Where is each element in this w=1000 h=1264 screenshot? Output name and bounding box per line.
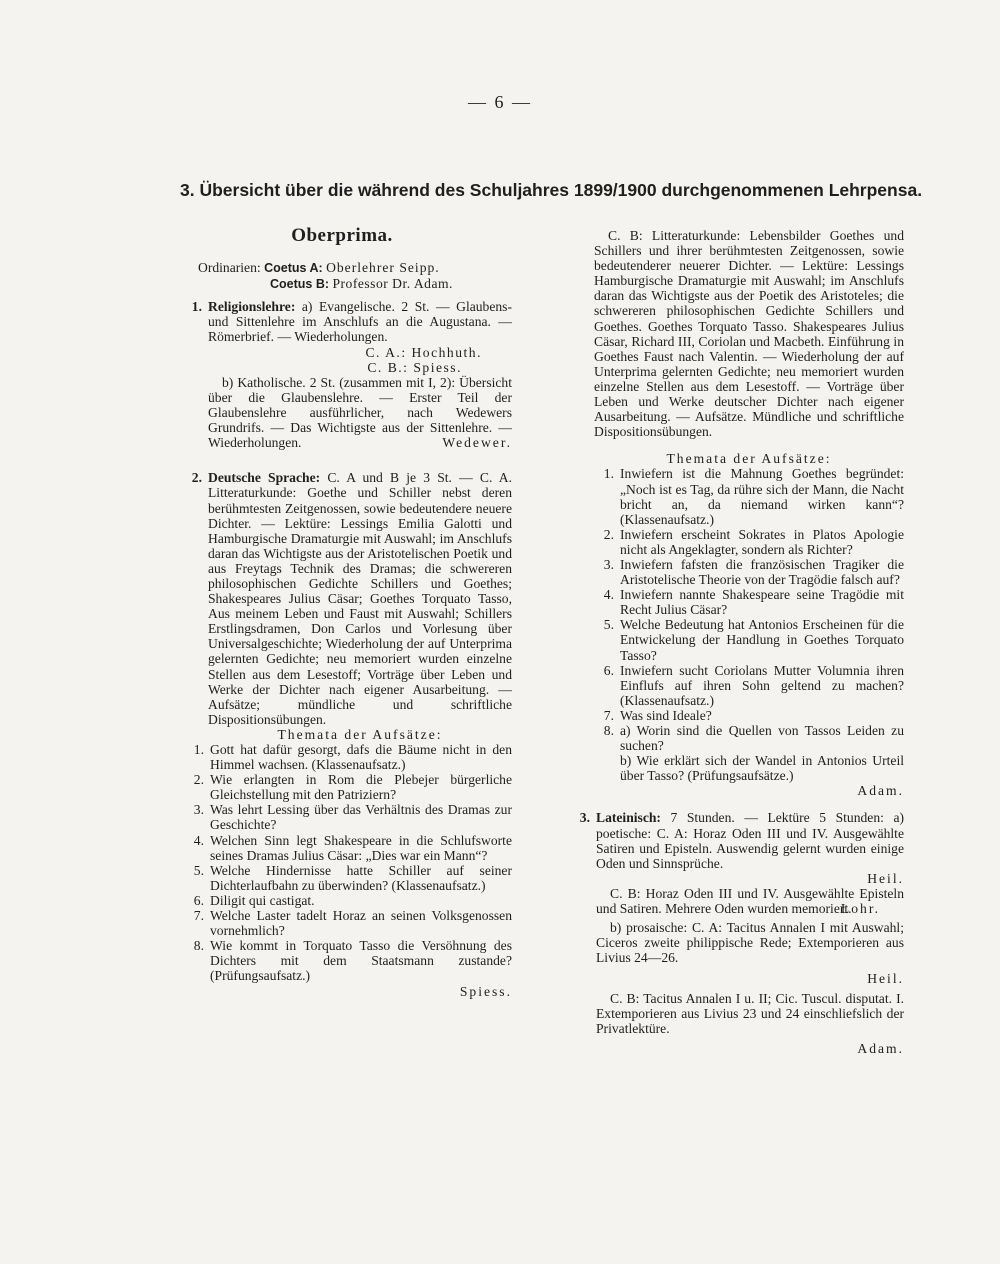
theme-item [174, 833, 512, 863]
latein-body: 7 Stunden. — Lektüre 5 Stunden: a) poetische: C. A: Horaz Oden III und IV. Ausgewählte Satiren und Episteln. Auswendig gelernt wurden einige Oden und Sinnsprüche. [596, 810, 905, 871]
theme-item [584, 723, 904, 753]
deutsch-section [172, 470, 512, 742]
theme-text: Was lehrt Lessing über das Verhältnis des Dramas zur Geschichte? [210, 802, 512, 833]
theme-number: 1. [603, 466, 614, 482]
theme-item [174, 742, 512, 772]
theme-item [174, 893, 512, 908]
latein-heading: Lateinisch: [596, 810, 661, 826]
latein-signature-3: Heil. [867, 970, 904, 986]
latein-cb2-text: C. B: Tacitus Annalen I u. II; Cic. Tuscul. disputat. I. Extemporieren aus Livius 23 und 24 einschliefslich der Privatlektüre. [596, 990, 904, 1036]
themata-heading-right: Themata der Aufsätze: [666, 451, 832, 467]
theme-text: a) Worin sind die Quellen von Tassos Leiden zu suchen? [620, 723, 904, 754]
theme-number: 5. [193, 862, 204, 878]
theme-item [174, 908, 512, 938]
section-title: 3. Übersicht über die während des Schuljahres 1899/1900 durchgenommenen Lehrpensa. [180, 180, 923, 200]
theme-text: Inwiefern fafsten die französischen Tragiker die Aristotelische Theorie von der Tragödie falsch auf? [620, 556, 904, 588]
latein-cb-text: C. B: Horaz Oden III und IV. Ausgewählte Episteln und Satiren. Mehrere Oden wurden memoriert. [596, 885, 904, 917]
theme-number: 8. [193, 938, 204, 954]
themes-list-right [584, 466, 904, 798]
theme-text: Inwiefern nannte Shakespeare seine Tragödie mit Recht Julius Cäsar? [620, 587, 904, 618]
page-number: — 6 — [468, 92, 532, 112]
coetus-a-text: Oberlehrer Seipp. [326, 260, 440, 276]
religion-a-text [208, 299, 512, 344]
theme-item [584, 587, 904, 617]
religion-ca-signature: C. A.: Hochhuth. [365, 344, 482, 360]
ordinarien-line-a [198, 260, 512, 276]
theme-item [174, 938, 512, 983]
theme-number: 6. [193, 892, 204, 908]
theme-item [174, 802, 512, 832]
themes-left-signature: Spiess. [459, 983, 512, 999]
theme-item-8b [584, 753, 904, 783]
theme-text: Welche Bedeutung hat Antonios Erscheinen für die Entwickelung der Handlung in Goethes Torquato Tasso? [620, 617, 904, 663]
theme-text: Welchen Sinn legt Shakespeare in die Schlufsworte seines Dramas Julius Cäsar: „Dies war ein Mann“? [210, 832, 512, 863]
theme-text: Diligit qui castigat. [210, 892, 315, 908]
latein-section [560, 810, 904, 1056]
theme-number: 1. [193, 742, 204, 757]
latein-signature-4: Adam. [857, 1040, 904, 1056]
latein-signature-1: Heil. [867, 870, 904, 886]
theme-number: 5. [603, 617, 614, 633]
theme-item [584, 557, 904, 587]
theme-text: Welche Laster tadelt Horaz an seinen Volksgenossen vornehmlich? [210, 908, 512, 939]
theme-text: Inwiefern erscheint Sokrates in Platos Apologie nicht als Angeklagter, sondern als Richter? [620, 526, 904, 557]
theme-item [584, 527, 904, 557]
right-column [579, 228, 905, 1056]
religion-a-body: a) Evangelische. 2 St. — Glaubens- und Sittenlehre im Anschlufs an die Augustana. — Römerbrief. — Wiederholungen. [208, 299, 512, 345]
theme-number: 4. [193, 832, 204, 848]
left-column [172, 225, 513, 999]
themes-list-left [174, 742, 512, 999]
latein-number: 3. [579, 810, 590, 826]
theme-item [174, 772, 512, 802]
theme-item [584, 663, 904, 708]
deutsch-body: C. A und B je 3 St. — C. A. Litteraturkunde: Goethe und Schiller nebst deren berühmtesten Zeitgenossen, sowie bedeutendere neuere Dichter. — Lektüre: Lessings Emilia Galotti und Hamburgische Dramaturgie mit Auswahl; im Anschlufs daran das Wichtigste aus der Aristotelischen Poetik und aus Freytags Technik des Dramas; die schwereren philosophischen Gedichte Schillers und Goethes; Shakespeares Julius Cäsar; Goethes Torquato Tasso, Aus meinem Leben und Faust mit Auswahl; Schillers Erstlingsdramen, Don Carlos und Vorlesung über Universalgeschichte; Wiederholung der auf Unterprima gelernten Gedichte; neu memoriert wurden einzelne Stellen aus dem Lesestoff; Vorträge über Leben und Werke der Dichter nach eigener Ausarbeitung. — Aufsätze; mündliche und schriftliche Dispositionsübungen. [208, 470, 513, 727]
coetus-a-label: Coetus A: [264, 261, 323, 276]
deutsch-heading: Deutsche Sprache: [208, 470, 321, 486]
theme-number: 3. [603, 556, 614, 572]
theme-number: 6. [603, 662, 614, 678]
religion-b-text: b) Katholische. 2 St. (zusammen mit I, 2): Übersicht über die Glaubenslehre. — Erster Teil der Glaubenslehre ausführlicher, nach Wedewers Grundrifs. — Das Wichtigste aus der Sittenlehre. — Wiederholungen. [208, 374, 512, 451]
deutsch-text [208, 470, 512, 727]
religion-b-signature: Wedewer. [442, 435, 512, 451]
coetus-b-text: Professor Dr. Adam. [332, 276, 453, 292]
theme-text: Gott hat dafür gesorgt, dafs die Bäume nicht in den Himmel wachsen. (Klassenaufsatz.) [210, 742, 512, 773]
themata-heading-left: Themata der Aufsätze: [277, 726, 443, 742]
latein-signature-2: Lohr. [840, 901, 880, 917]
religion-section [172, 299, 512, 450]
theme-number: 7. [193, 908, 204, 924]
theme-number: 7. [603, 707, 614, 723]
theme-number: 2. [603, 526, 614, 542]
coetus-b-label: Coetus B: [270, 277, 330, 292]
theme-item [584, 708, 904, 723]
theme-text: Inwiefern ist die Mahnung Goethes begründet: „Noch ist es Tag, da rühre sich der Mann, die Nacht bricht an, da niemand wirken kann“? (Klassenaufsatz.) [620, 466, 904, 527]
theme-text: Was sind Ideale? [620, 707, 712, 723]
latein-prosaic-text: b) prosaische: C. A: Tacitus Annalen I mit Auswahl; Ciceros zweite philippische Rede; Extemporieren aus Livius 24—26. [596, 920, 904, 966]
theme-text: Wie kommt in Torquato Tasso die Versöhnung des Dichters mit dem Staatsmann zustande? (Prüfungsaufsatz.) [210, 938, 512, 984]
theme-number: 3. [193, 802, 204, 818]
religion-number: 1. [191, 299, 202, 315]
latein-text [596, 810, 904, 870]
theme-text: Wie erlangten in Rom die Plebejer bürgerliche Gleichstellung mit den Patriziern? [210, 772, 512, 803]
theme-text: b) Wie erklärt sich der Wandel in Antonios Urteil über Tasso? (Prüfungsaufsätze.) [620, 753, 904, 784]
class-heading: Oberprima. [291, 225, 393, 246]
ordinarien-label: Ordinarien: [198, 260, 261, 276]
religion-heading: Religionslehre: [208, 299, 296, 315]
deutsch-cb-text: C. B: Litteraturkunde: Lebensbilder Goethes und Schillers und ihrer berühmtesten Zeitgenossen, sowie bedeutenderer neuerer Dichter. — Lektüre: Lessings Hamburgische Dramaturgie mit Auswahl; im Anschlufs daran das Wichtigste aus der Poetik des Aristoteles; die schwereren philosophischen Gedichte Schillers und Goethes. Goethes Torquato Tasso. Shakespeares Julius Cäsar, Richard III, Coriolan und Macbeth. Einführung in Goethes Faust nach Valentin. — Wiederholung der auf Unterprima gelernten Gedichte; neu memoriert wurden einzelne Stellen aus dem Lesestoff. — Vorträge über Leben und Werke deutscher Dichter nach eigener Ausarbeitung. — Aufsätze. Mündliche und schriftliche Dispositionsübungen. [594, 228, 904, 440]
theme-text: Inwiefern sucht Coriolans Mutter Volumnia ihren Einflufs auf ihren Sohn geltend zu machen? (Klassenaufsatz.) [620, 662, 904, 708]
religion-cb-signature: C. B.: Spiess. [367, 359, 462, 375]
theme-item [584, 617, 904, 662]
theme-number: 8. [603, 723, 614, 738]
theme-text: Welche Hindernisse hatte Schiller auf seiner Dichterlaufbahn zu überwinden? (Klassenaufsatz.) [210, 862, 512, 893]
ordinarien-line-b [270, 276, 512, 292]
deutsch-number: 2. [191, 470, 202, 486]
theme-number: 2. [193, 772, 204, 788]
themes-right-signature: Adam. [857, 783, 904, 799]
theme-item [174, 863, 512, 893]
theme-item [584, 466, 904, 526]
theme-number: 4. [603, 587, 614, 603]
